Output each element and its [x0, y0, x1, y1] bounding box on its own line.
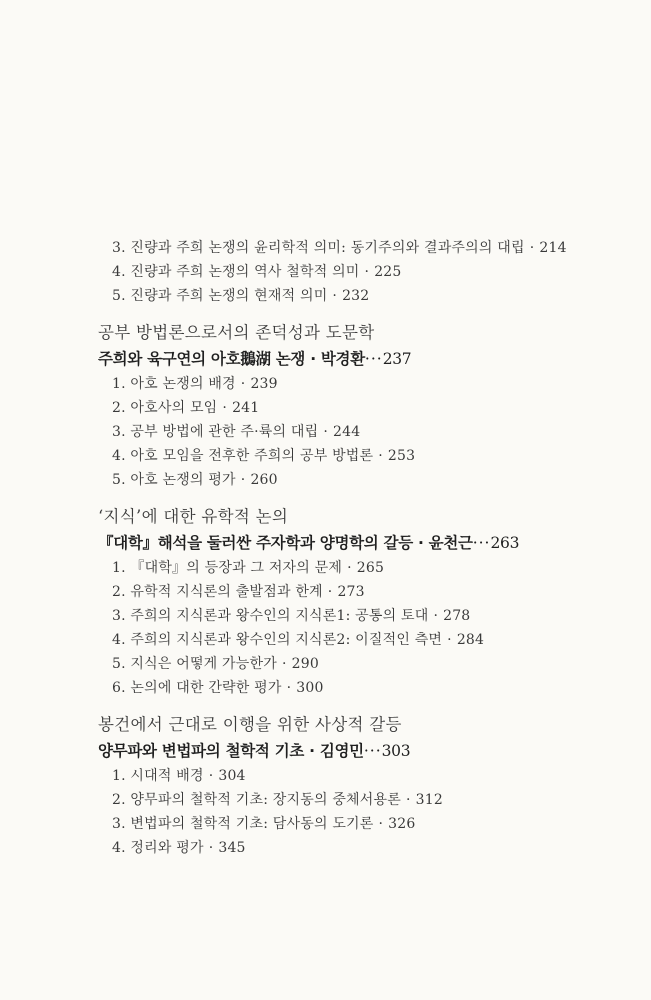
- toc-item-page: 253: [387, 448, 416, 464]
- toc-section: [98, 712, 618, 860]
- toc-item-label: 2. 유학적 지식론의 출발점과 한계: [112, 584, 323, 600]
- toc-item-page: 232: [342, 288, 370, 304]
- leader-dots: ···: [363, 742, 382, 760]
- toc-item-label: 1. 『대학』의 등장과 그 저자의 문제: [112, 560, 343, 576]
- toc-item[interactable]: [98, 764, 618, 788]
- toc-item-page: 244: [333, 424, 361, 440]
- toc-item[interactable]: [98, 604, 618, 628]
- toc-item[interactable]: [98, 396, 618, 420]
- toc-item[interactable]: [98, 420, 618, 444]
- toc-item-label: 6. 논의에 대한 간략한 평가: [112, 680, 282, 696]
- separator-dot: ·: [378, 448, 383, 464]
- toc-item[interactable]: [98, 836, 618, 860]
- toc-item[interactable]: [98, 628, 618, 652]
- toc-item-label: 5. 아호 논쟁의 평가: [112, 472, 236, 488]
- toc-item[interactable]: [98, 284, 618, 308]
- toc-item[interactable]: [98, 652, 618, 676]
- separator-dot: ·: [332, 288, 338, 304]
- toc-item-label: 3. 주희의 지식론과 왕수인의 지식론1: 공통의 토대: [112, 608, 429, 624]
- toc-item[interactable]: [98, 236, 618, 260]
- toc-item-page: 278: [443, 608, 471, 624]
- separator-dot: ·: [208, 840, 214, 856]
- section-page: 303: [381, 742, 411, 760]
- separator-dot: ·: [447, 632, 452, 648]
- toc-item-page: 304: [218, 768, 246, 784]
- separator-dot: ·: [323, 424, 329, 440]
- separator-dot: ·: [347, 560, 352, 576]
- section-title[interactable]: [98, 738, 618, 764]
- toc-item-page: 241: [232, 400, 260, 416]
- leader-dots: ···: [364, 350, 383, 368]
- continued-items: [98, 236, 618, 308]
- toc-item[interactable]: [98, 788, 618, 812]
- section-title-text: 『대학』해석을 둘러싼 주자학과 양명학의 갈등 · 윤천근: [98, 534, 473, 552]
- section-title[interactable]: [98, 530, 618, 556]
- separator-dot: ·: [433, 608, 439, 624]
- leader-dots: ···: [472, 534, 491, 552]
- toc-item[interactable]: [98, 468, 618, 492]
- separator-dot: ·: [286, 680, 292, 696]
- toc-item-label: 5. 진량과 주희 논쟁의 현재적 의미: [112, 288, 328, 304]
- separator-dot: ·: [208, 768, 214, 784]
- toc-item-page: 345: [218, 840, 246, 856]
- toc-section: [98, 504, 618, 700]
- section-title-text: 주희와 육구연의 아호鵝湖 논쟁 · 박경환: [98, 350, 365, 368]
- table-of-contents: [98, 236, 618, 860]
- toc-item-label: 3. 공부 방법에 관한 주·륙의 대립: [112, 424, 319, 440]
- toc-item[interactable]: [98, 580, 618, 604]
- toc-item-page: 273: [337, 584, 365, 600]
- toc-item-page: 225: [374, 264, 402, 280]
- toc-item-label: 2. 양무파의 철학적 기초: 장지동의 중체서용론: [112, 792, 401, 808]
- section-title-text: 양무파와 변법파의 철학적 기초 · 김영민: [98, 742, 364, 760]
- toc-item[interactable]: [98, 260, 618, 284]
- toc-item-page: 284: [456, 632, 485, 648]
- separator-dot: ·: [222, 400, 228, 416]
- separator-dot: ·: [364, 264, 370, 280]
- toc-item[interactable]: [98, 676, 618, 700]
- toc-item-page: 239: [250, 376, 278, 392]
- section-subtitle: ‘지식’에 대한 유학적 논의: [98, 507, 289, 526]
- toc-item-label: 4. 진량과 주희 논쟁의 역사 철학적 의미: [112, 264, 360, 280]
- toc-item[interactable]: [98, 812, 618, 836]
- toc-item[interactable]: [98, 556, 618, 580]
- separator-dot: ·: [529, 240, 535, 256]
- toc-item-label: 4. 아호 모임을 전후한 주희의 공부 방법론: [112, 448, 374, 464]
- toc-item-page: 265: [356, 560, 385, 576]
- separator-dot: ·: [240, 376, 246, 392]
- section-page: 237: [382, 350, 412, 368]
- toc-item[interactable]: [98, 372, 618, 396]
- toc-item-page: 312: [415, 792, 443, 808]
- toc-item-page: 326: [388, 816, 416, 832]
- toc-item-label: 5. 지식은 어떻게 가능한가: [112, 656, 277, 672]
- toc-item-label: 1. 아호 논쟁의 배경: [112, 376, 236, 392]
- section-subtitle: 공부 방법론으로서의 존덕성과 도문학: [98, 323, 375, 342]
- toc-item-label: 4. 주희의 지식론과 왕수인의 지식론2: 이질적인 측면: [112, 632, 443, 648]
- section-title[interactable]: [98, 346, 618, 372]
- toc-item-label: 3. 진량과 주희 논쟁의 윤리학적 의미: 동기주의와 결과주의의 대립: [112, 240, 525, 256]
- toc-item-label: 2. 아호사의 모임: [112, 400, 218, 416]
- section-subtitle: 봉건에서 근대로 이행을 위한 사상적 갈등: [98, 715, 402, 734]
- separator-dot: ·: [378, 816, 384, 832]
- toc-item-label: 3. 변법파의 철학적 기초: 담사동의 도기론: [112, 816, 374, 832]
- toc-item-page: 214: [539, 240, 567, 256]
- toc-section: [98, 320, 618, 492]
- section-page: 263: [490, 534, 520, 552]
- separator-dot: ·: [281, 656, 287, 672]
- separator-dot: ·: [327, 584, 333, 600]
- toc-item-page: 290: [291, 656, 319, 672]
- toc-item-page: 260: [250, 472, 278, 488]
- toc-item-page: 300: [296, 680, 324, 696]
- toc-item[interactable]: [98, 444, 618, 468]
- toc-item-label: 4. 정리와 평가: [112, 840, 204, 856]
- separator-dot: ·: [240, 472, 246, 488]
- toc-item-label: 1. 시대적 배경: [112, 768, 204, 784]
- separator-dot: ·: [405, 792, 411, 808]
